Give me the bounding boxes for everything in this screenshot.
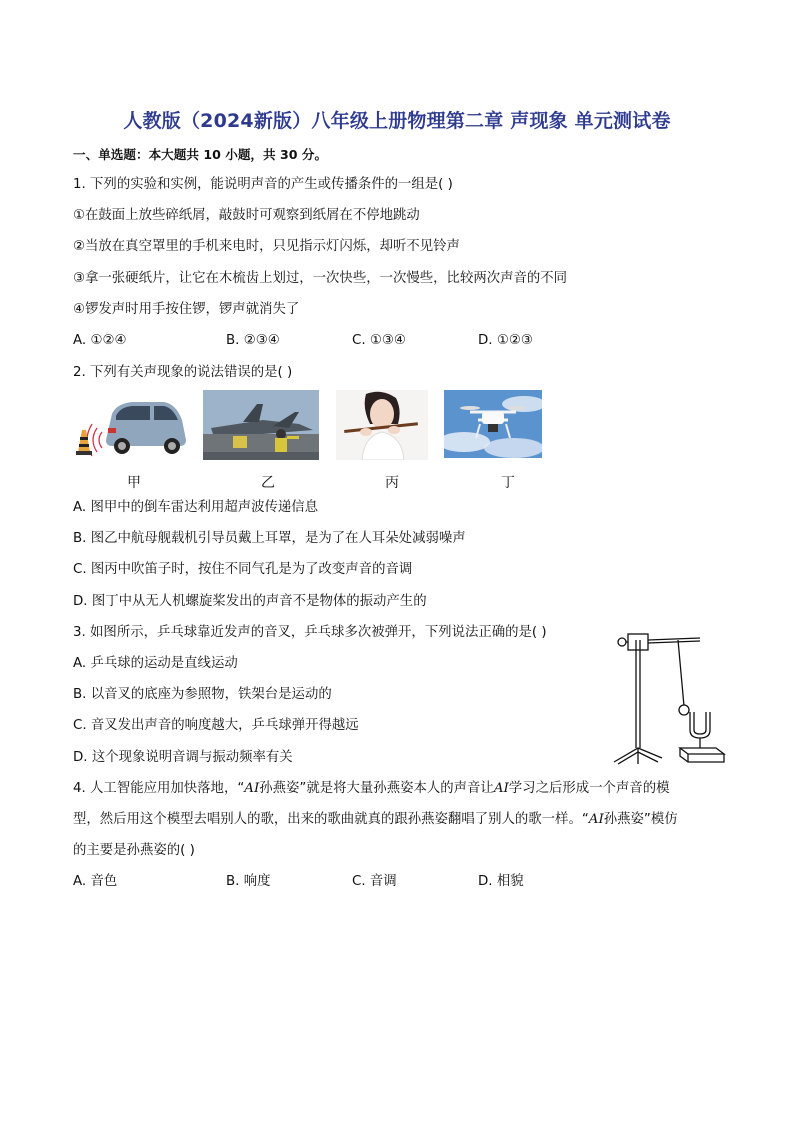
q4-stem-line3: 的主要是孙燕姿的( )	[73, 843, 195, 858]
q1-item: ④锣发声时用手按住锣，锣声就消失了	[73, 302, 300, 317]
q4-stem-line2: 型，然后用这个模型去唱别人的歌，出来的歌曲就真的跟孙燕姿翻唱了别人的歌一样。“AI孙燕姿”模仿	[73, 812, 678, 827]
reversing-radar-car-image	[72, 390, 190, 462]
q2-option-d[interactable]: D. 图丁中从无人机螺旋桨发出的声音不是物体的振动产生的	[73, 594, 427, 609]
q3-option-c[interactable]: C. 音叉发出声音的响度越大，乒乓球弹开得越远	[73, 718, 359, 733]
q3-option-a[interactable]: A. 乒乓球的运动是直线运动	[73, 656, 238, 671]
q3-stem: 3. 如图所示，乒乓球靠近发声的音叉，乒乓球多次被弹开，下列说法正确的是( )	[73, 625, 547, 640]
tuning-fork-apparatus-diagram	[608, 626, 726, 770]
q3-option-b[interactable]: B. 以音叉的底座为参照物，铁架台是运动的	[73, 687, 332, 702]
q4-option-c[interactable]: C. 音调	[352, 874, 397, 889]
caption-bing: 丙	[385, 475, 399, 491]
q1-stem: 1. 下列的实验和实例，能说明声音的产生或传播条件的一组是( )	[73, 177, 453, 192]
q1-option-d[interactable]: D. ①②③	[478, 333, 533, 348]
q1-option-b[interactable]: B. ②③④	[226, 333, 280, 348]
q1-item: ②当放在真空罩里的手机来电时，只见指示灯闪烁，却听不见铃声	[73, 239, 460, 254]
q2-option-c[interactable]: C. 图丙中吹笛子时，按住不同气孔是为了改变声音的音调	[73, 562, 413, 577]
q1-item: ③拿一张硬纸片，让它在木梳齿上划过，一次快些，一次慢些，比较两次声音的不同	[73, 271, 568, 286]
page-title: 人教版（2024新版）八年级上册物理第二章 声现象 单元测试卷	[123, 110, 671, 132]
q2-option-b[interactable]: B. 图乙中航母舰载机引导员戴上耳罩，是为了在人耳朵处减弱噪声	[73, 531, 466, 546]
carrier-aircraft-image	[203, 390, 319, 460]
q4-option-b[interactable]: B. 响度	[226, 874, 271, 889]
drone-image	[444, 390, 542, 458]
caption-yi: 乙	[261, 475, 275, 491]
caption-ding: 丁	[501, 475, 515, 491]
q1-item: ①在鼓面上放些碎纸屑，敲鼓时可观察到纸屑在不停地跳动	[73, 208, 420, 223]
section-heading: 一、单选题：本大题共 10 小题，共 30 分。	[73, 147, 328, 162]
flute-player-image	[336, 390, 428, 460]
q1-option-a[interactable]: A. ①②④	[73, 333, 127, 348]
q2-stem: 2. 下列有关声现象的说法错误的是( )	[73, 365, 293, 380]
q3-option-d[interactable]: D. 这个现象说明音调与振动频率有关	[73, 750, 293, 765]
q4-option-d[interactable]: D. 相貌	[478, 874, 524, 889]
caption-jia: 甲	[127, 475, 141, 491]
q4-stem-line1: 4. 人工智能应用加快落地，“AI孙燕姿”就是将大量孙燕姿本人的声音让AI学习之后形成一个声音的模	[73, 781, 670, 796]
q2-option-a[interactable]: A. 图甲中的倒车雷达利用超声波传递信息	[73, 500, 319, 515]
q1-option-c[interactable]: C. ①③④	[352, 333, 406, 348]
q4-option-a[interactable]: A. 音色	[73, 874, 118, 889]
